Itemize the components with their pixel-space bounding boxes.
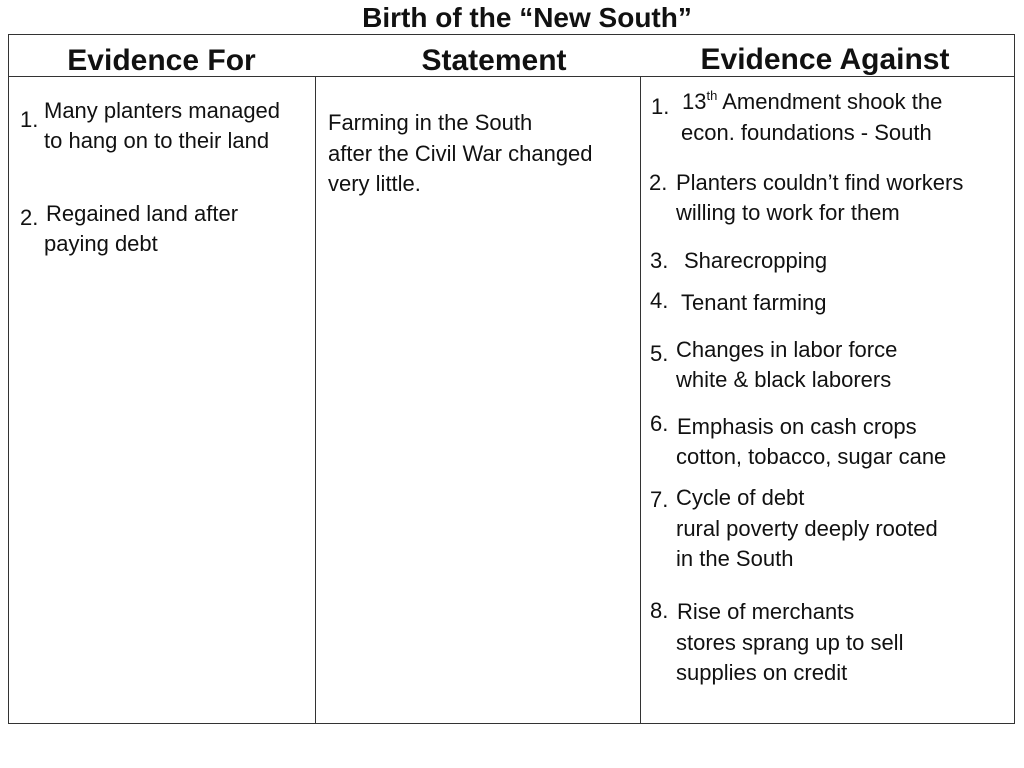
- evidence-against-line: Amendment shook the: [717, 89, 943, 114]
- evidence-against-text: Cycle of debt: [676, 485, 805, 510]
- page-title: Birth of the “New South”: [362, 2, 692, 33]
- evidence-against-text: supplies on credit: [676, 660, 848, 685]
- header-statement: Statement: [421, 44, 567, 77]
- statement-text: very little.: [328, 171, 421, 196]
- evidence-for-text: paying debt: [44, 231, 158, 256]
- column-divider-left: [315, 76, 316, 724]
- evidence-against-text: willing to work for them: [676, 200, 900, 225]
- evidence-against-text: rural poverty deeply rooted: [676, 516, 938, 541]
- evidence-against-text: Planters couldn’t find workers: [676, 170, 964, 195]
- evidence-for-text: Regained land after: [46, 201, 239, 226]
- evidence-against-text: econ. foundations - South: [681, 120, 932, 145]
- evidence-for-number: 2.: [20, 205, 39, 230]
- statement-text: after the Civil War changed: [328, 141, 593, 166]
- evidence-against-text: Changes in labor force: [676, 337, 898, 362]
- statement-text: Farming in the South: [328, 110, 533, 135]
- evidence-for-text: to hang on to their land: [44, 128, 270, 153]
- header-evidence-for: Evidence For: [67, 44, 256, 77]
- evidence-against-text: Sharecropping: [684, 248, 828, 273]
- evidence-against-number: 4.: [650, 288, 669, 313]
- evidence-against-text: Rise of merchants: [677, 599, 855, 624]
- evidence-against-text: Tenant farming: [681, 290, 827, 315]
- evidence-against-text: [682, 87, 942, 117]
- evidence-against-text: in the South: [676, 546, 794, 571]
- header-evidence-against: Evidence Against: [700, 43, 950, 76]
- evidence-against-number: 5.: [650, 341, 669, 366]
- evidence-against-number: 6.: [650, 411, 669, 436]
- evidence-against-number: 1.: [651, 94, 670, 119]
- evidence-against-number: 8.: [650, 598, 669, 623]
- evidence-against-number: 3.: [650, 248, 669, 273]
- evidence-against-text: cotton, tobacco, sugar cane: [676, 444, 947, 469]
- evidence-against-text: stores sprang up to sell: [676, 630, 904, 655]
- evidence-against-text: white & black laborers: [676, 367, 892, 392]
- evidence-against-number: 2.: [649, 170, 668, 195]
- column-divider-right: [640, 76, 641, 724]
- evidence-against-text: Emphasis on cash crops: [677, 414, 917, 439]
- evidence-for-number: 1.: [20, 107, 39, 132]
- evidence-for-text: Many planters managed: [44, 98, 281, 123]
- superscript-base: 13: [682, 89, 707, 114]
- superscript: th: [706, 88, 718, 103]
- evidence-against-number: 7.: [650, 487, 669, 512]
